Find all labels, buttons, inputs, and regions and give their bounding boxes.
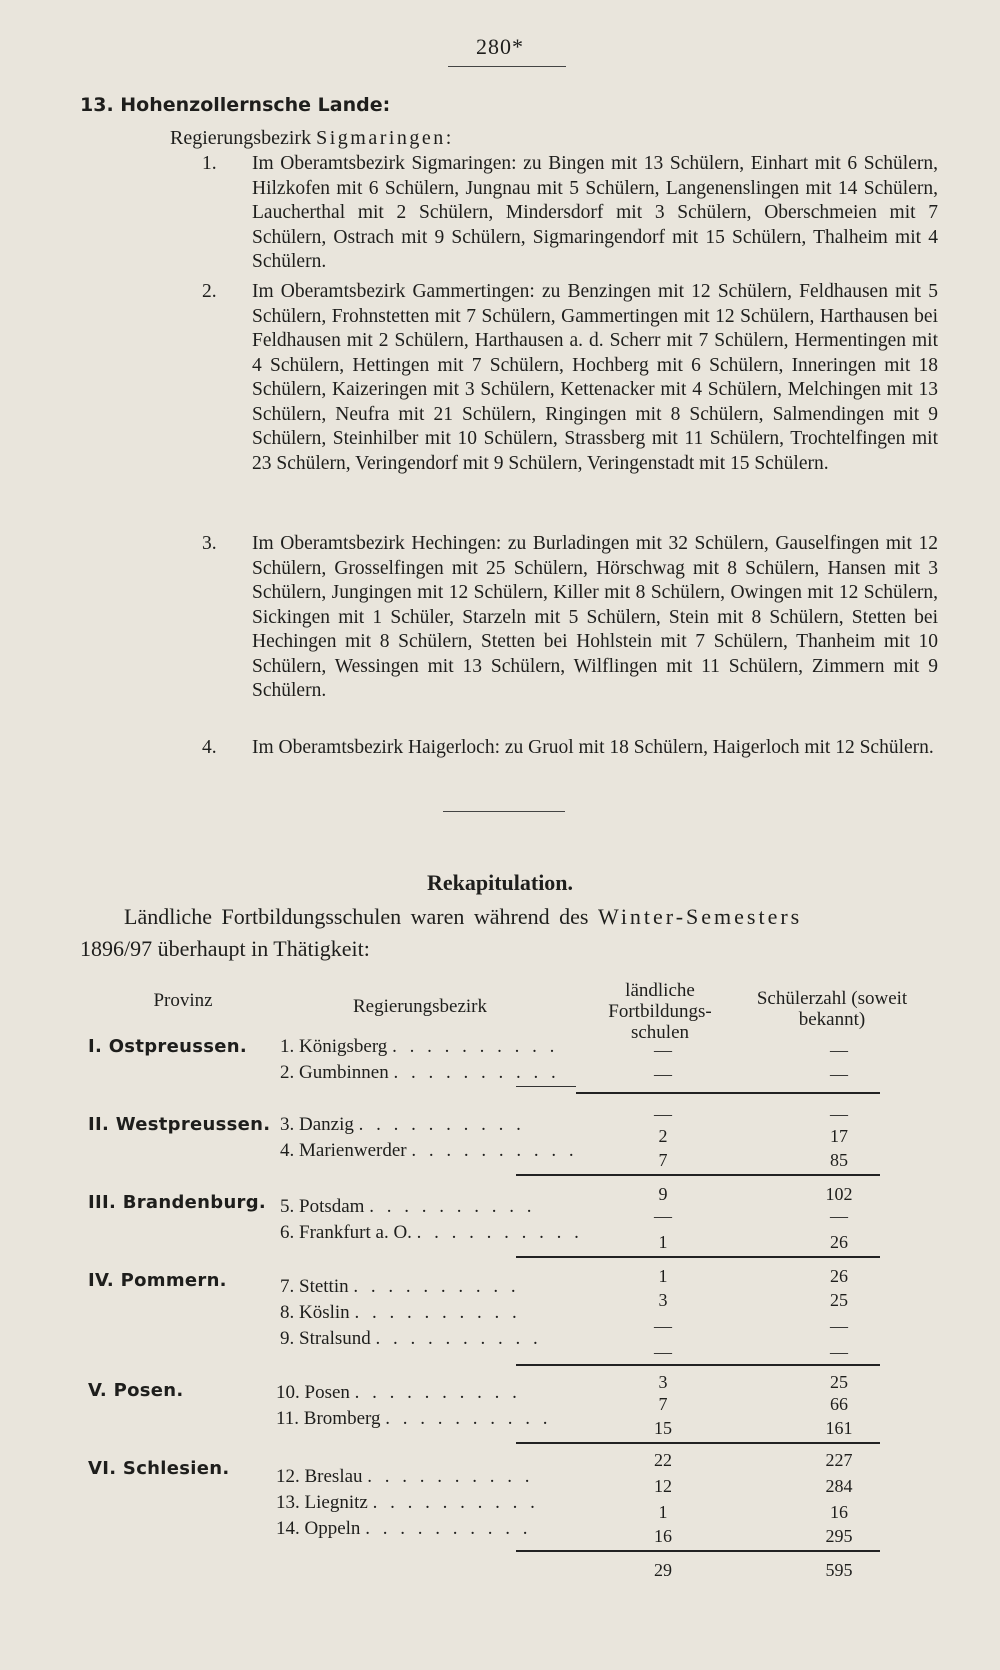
subtotal-rule xyxy=(516,1550,880,1552)
province-pommern: IV. Pommern. xyxy=(88,1270,227,1291)
schulen-value: — xyxy=(654,1206,672,1226)
subtotal-rule xyxy=(516,1174,880,1176)
schueler-value: — xyxy=(830,1206,848,1226)
leader-dots: . . . . . . . . . . xyxy=(354,1382,521,1403)
total-schulen: 9 xyxy=(658,1184,668,1204)
schueler-value: — xyxy=(830,1316,848,1336)
schueler-value: 26 xyxy=(830,1232,848,1252)
total-schulen: 3 xyxy=(658,1372,668,1392)
table-row xyxy=(280,1140,578,1162)
table-row xyxy=(280,1114,525,1136)
subtotal-rule xyxy=(516,1442,880,1444)
subtotal-rule xyxy=(516,1364,880,1366)
schueler-value: 16 xyxy=(830,1502,848,1522)
table-row xyxy=(280,1036,558,1058)
leader-dots: . . . . . . . . . . xyxy=(358,1114,525,1135)
table-row xyxy=(280,1062,560,1084)
table-row xyxy=(280,1328,542,1350)
schulen-value: 1 xyxy=(658,1232,668,1252)
header-schulen: ländliche Fortbildungs- schulen xyxy=(608,980,712,1043)
schueler-value: — xyxy=(830,1064,848,1084)
schulen-value: 7 xyxy=(658,1150,668,1170)
schueler-value: — xyxy=(830,1342,848,1362)
total-schueler: 595 xyxy=(825,1560,853,1580)
table-row xyxy=(276,1518,531,1540)
regierungsbezirk-prefix: Regierungsbezirk xyxy=(170,127,317,149)
leader-dots: . . . . . . . . . . xyxy=(375,1328,542,1349)
table-row xyxy=(276,1382,521,1404)
leader-dots: . . . . . . . . . . xyxy=(353,1276,520,1297)
rb-name: 14. Oppeln xyxy=(276,1518,361,1539)
section-divider xyxy=(443,811,565,812)
schulen-value: — xyxy=(654,1064,672,1084)
paragraph-4 xyxy=(202,736,938,761)
total-schulen: 22 xyxy=(654,1450,672,1470)
total-schulen: 29 xyxy=(654,1560,672,1580)
recap-intro-line-1 xyxy=(124,904,802,930)
schulen-value: 7 xyxy=(658,1394,668,1414)
rb-name: 10. Posen xyxy=(276,1382,350,1403)
total-schueler: 26 xyxy=(830,1266,848,1286)
schueler-value: 295 xyxy=(825,1526,853,1546)
schueler-value: 85 xyxy=(830,1150,848,1170)
total-schueler: — xyxy=(830,1104,848,1124)
subtotal-rule xyxy=(516,1256,880,1258)
total-schueler: 102 xyxy=(825,1184,853,1204)
paragraph-3 xyxy=(202,532,938,704)
page-number: 280* xyxy=(476,34,524,59)
province-schlesien: VI. Schlesien. xyxy=(88,1458,230,1479)
schulen-value: 16 xyxy=(654,1526,672,1546)
schulen-value: — xyxy=(654,1316,672,1336)
schueler-value: — xyxy=(830,1040,848,1060)
total-schulen: — xyxy=(654,1104,672,1124)
recap-intro-line-2: 1896/97 überhaupt in Thätigkeit: xyxy=(80,936,370,961)
schueler-value: 17 xyxy=(830,1126,848,1146)
subtotal-rule xyxy=(576,1092,880,1094)
rb-name: 4. Marienwerder xyxy=(280,1140,407,1161)
leader-dots: . . . . . . . . . . xyxy=(411,1140,578,1161)
leader-dots: . . . . . . . . . . xyxy=(354,1302,521,1323)
schueler-value: 161 xyxy=(825,1418,853,1438)
schulen-value: 2 xyxy=(658,1126,668,1146)
total-schulen: 1 xyxy=(658,1266,668,1286)
rb-name: 3. Danzig xyxy=(280,1114,354,1135)
paragraph-number: 4. xyxy=(202,737,217,758)
province-westpreussen: II. Westpreussen. xyxy=(88,1114,271,1135)
leader-dots: . . . . . . . . . . xyxy=(365,1518,532,1539)
total-schueler: 25 xyxy=(830,1372,848,1392)
leader-dots: . . . . . . . . . . xyxy=(372,1492,539,1513)
paragraph-text: Im Oberamtsbezirk Hechingen: zu Burladingen mit 32 Schülern, Gauselfingen mit 12 Schülern, Grosselfingen mit 25 Schülern, Hörschwag mit 8 Schülern, Hansen mit 3 Schülern, Jungingen mit 12 Schülern, Killer mit 8 Schülern, Owingen mit 12 Schülern, Sickingen mit 1 Schüler, Starzeln mit 5 Schülern, Stein mit 8 Schülern, Stetten bei Hechingen mit 8 Schülern, Stetten bei Hohlstein mit 7 Schülern, Thanheim mit 10 Schülern, Wessingen mit 13 Schülern, Wilflingen mit 11 Schülern, Zimmern mit 9 Schülern. xyxy=(252,533,938,701)
province-ostpreussen: I. Ostpreussen. xyxy=(88,1036,247,1057)
paragraph-number: 2. xyxy=(202,281,217,302)
schulen-value: 15 xyxy=(654,1418,672,1438)
paragraph-1 xyxy=(202,152,938,275)
table-row xyxy=(280,1302,521,1324)
province-brandenburg: III. Brandenburg. xyxy=(88,1192,267,1213)
recap-title: Rekapitulation. xyxy=(426,870,574,895)
province-posen: V. Posen. xyxy=(88,1380,184,1401)
schulen-value: — xyxy=(654,1342,672,1362)
paragraph-text: Im Oberamtsbezirk Gammertingen: zu Benzingen mit 12 Schülern, Feldhausen mit 5 Schülern, Frohnstetten mit 7 Schülern, Gammertingen mit 12 Schülern, Harthausen bei Feldhausen mit 2 Schülern, Harthausen a. d. Scherr mit 7 Schülern, Hermentingen mit 4 Schülern, Hettingen mit 7 Schülern, Hochberg mit 6 Schülern, Inneringen mit 18 Schülern, Kaizeringen mit 3 Schülern, Kettenacker mit 4 Schülern, Melchingen mit 13 Schülern, Neufra mit 21 Schülern, Ringingen mit 8 Schülern, Salmendingen mit 9 Schülern, Steinhilber mit 10 Schülern, Strassberg mit 11 Schülern, Trochtelfingen mit 23 Schülern, Veringendorf mit 9 Schülern, Veringenstadt mit 15 Schülern. xyxy=(252,281,938,474)
table-row xyxy=(280,1222,583,1244)
leader-dots: . . . . . . . . . . xyxy=(416,1222,583,1243)
leader-dots: . . . . . . . . . . xyxy=(392,1036,559,1057)
header-regierungsbezirk: Regierungsbezirk xyxy=(352,996,487,1017)
schulen-value: 12 xyxy=(654,1476,672,1496)
rb-name: 9. Stralsund xyxy=(280,1328,371,1349)
rb-name: 12. Breslau xyxy=(276,1466,363,1487)
schulen-value: 1 xyxy=(658,1502,668,1522)
paragraph-text: Im Oberamtsbezirk Sigmaringen: zu Bingen mit 13 Schülern, Einhart mit 6 Schülern, Hilzkofen mit 6 Schülern, Jungnau mit 5 Schülern, Langenenslingen mit 14 Schülern, Laucherthal mit 2 Schülern, Mindersdorf mit 3 Schülern, Oberschmeien mit 7 Schülern, Ostrach mit 9 Schülern, Sigmaringendorf mit 15 Schülern, Thalheim mit 4 Schülern. xyxy=(252,153,938,272)
rb-name: 11. Bromberg xyxy=(276,1408,381,1429)
header-schueler: Schülerzahl (soweit bekannt) xyxy=(756,988,908,1030)
leader-dots: . . . . . . . . . . xyxy=(369,1196,536,1217)
schulen-value: 3 xyxy=(658,1290,668,1310)
recap-intro-b: Winter-Semesters xyxy=(597,904,803,929)
regierungsbezirk-label xyxy=(170,127,454,150)
subtotal-rule xyxy=(516,1086,576,1087)
table-row xyxy=(276,1492,539,1514)
table-row xyxy=(280,1276,520,1298)
regierungsbezirk-name: Sigmaringen: xyxy=(316,127,454,149)
leader-dots: . . . . . . . . . . xyxy=(367,1466,534,1487)
rb-name: 2. Gumbinnen xyxy=(280,1062,389,1083)
rb-name: 1. Königsberg xyxy=(280,1036,388,1057)
rb-name: 7. Stettin xyxy=(280,1276,349,1297)
schulen-value: — xyxy=(654,1040,672,1060)
rb-name: 5. Potsdam xyxy=(280,1196,365,1217)
paragraph-number: 3. xyxy=(202,533,217,554)
header-provinz: Provinz xyxy=(153,990,213,1011)
rb-name: 8. Köslin xyxy=(280,1302,350,1323)
paragraph-2 xyxy=(202,280,938,476)
table-row xyxy=(280,1196,535,1218)
section-title: 13. Hohenzollernsche Lande: xyxy=(80,94,391,116)
schueler-value: 25 xyxy=(830,1290,848,1310)
recap-intro-a: Ländliche Fortbildungsschulen waren während des xyxy=(124,904,598,929)
paragraph-number: 1. xyxy=(202,153,217,174)
schueler-value: 66 xyxy=(830,1394,848,1414)
total-schueler: 227 xyxy=(825,1450,853,1470)
paragraph-text: Im Oberamtsbezirk Haigerloch: zu Gruol mit 18 Schülern, Haigerloch mit 12 Schülern. xyxy=(252,737,934,758)
leader-dots: . . . . . . . . . . xyxy=(393,1062,560,1083)
leader-dots: . . . . . . . . . . xyxy=(385,1408,552,1429)
rb-name: 13. Liegnitz xyxy=(276,1492,368,1513)
schueler-value: 284 xyxy=(825,1476,853,1496)
table-row xyxy=(276,1466,534,1488)
rb-name: 6. Frankfurt a. O. xyxy=(280,1222,412,1243)
page-number-rule xyxy=(448,66,566,67)
table-row xyxy=(276,1408,552,1430)
